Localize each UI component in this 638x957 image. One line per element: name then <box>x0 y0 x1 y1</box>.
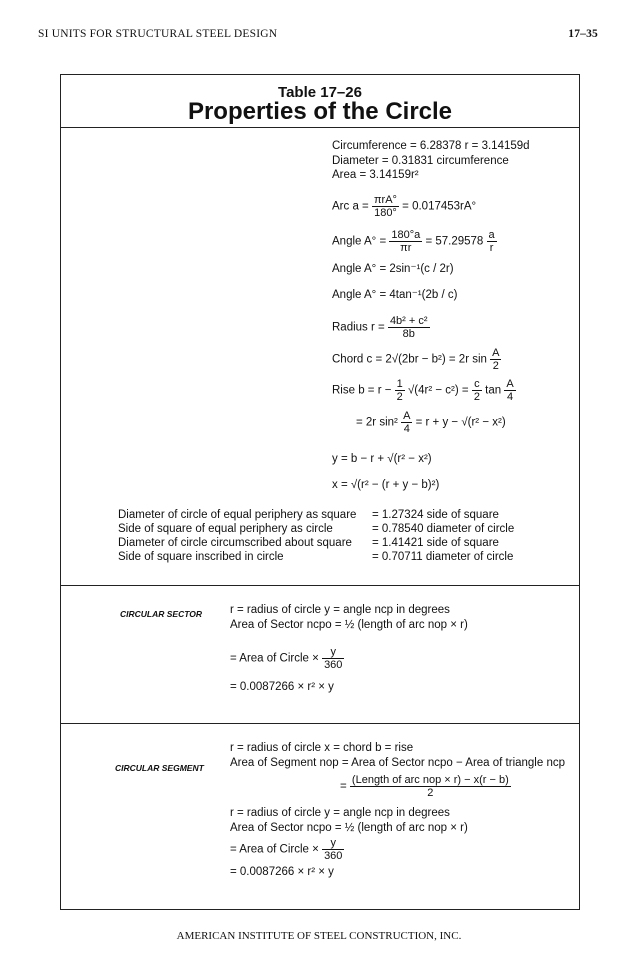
arc-num: πrA° <box>373 194 397 206</box>
angle1-mid: = 57.29578 <box>425 235 484 248</box>
formula-x: x = √(r² − (r + y − b)²) <box>332 479 440 491</box>
table-number: Table 17–26 <box>278 84 362 101</box>
formula-chord <box>332 347 501 372</box>
rise-d2: 2 <box>473 391 480 403</box>
section-divider-1 <box>60 585 580 586</box>
segment-label-s: s <box>151 848 155 855</box>
sector-label-c: c <box>140 667 144 674</box>
sector-line-3-lhs: = Area of Circle × <box>230 652 319 665</box>
chord-den: 2 <box>492 360 499 372</box>
rise-d3: 4 <box>506 391 514 403</box>
radius-num: 4b² + c² <box>389 315 428 327</box>
label-d: d <box>170 330 174 337</box>
formula-angle-2: Angle A° = 2sin⁻¹(c / 2r) <box>332 263 454 275</box>
formula-rise <box>332 378 516 403</box>
sector-label: CIRCULAR SECTOR <box>120 609 203 619</box>
segment-line-5: Area of Sector ncpo = ½ (length of arc nop × r) <box>230 822 468 834</box>
section-divider-2 <box>60 723 580 724</box>
formula-radius <box>332 315 430 340</box>
label-y: y <box>205 265 209 272</box>
equiv-label-3: Diameter of circle circumscribed about square <box>118 537 352 549</box>
arc-lhs: Arc a = <box>332 200 369 213</box>
label-c: c <box>194 281 198 288</box>
angle1-d2: r <box>489 242 494 254</box>
sector-label-n: n <box>123 637 127 644</box>
sector-line-1: r = radius of circle y = angle ncp in degrees <box>230 604 450 616</box>
formula-arc <box>332 194 476 219</box>
formula-angle-1 <box>332 229 497 254</box>
segment-label-b: b <box>176 795 180 802</box>
segment-line-4: r = radius of circle y = angle ncp in degrees <box>230 807 450 819</box>
sector-label-p: p <box>185 638 189 645</box>
radius-den: 8b <box>402 328 415 340</box>
angle1-n2: a <box>488 229 495 241</box>
running-header: SI UNITS FOR STRUCTURAL STEEL DESIGN <box>38 28 278 40</box>
segment-line-3-den: 2 <box>427 787 434 799</box>
segment-line-6-lhs: = Area of Circle × <box>230 843 319 856</box>
formula-diameter: Diameter = 0.31831 circumference <box>332 155 509 167</box>
equiv-label-4: Side of square inscribed in circle <box>118 551 284 563</box>
rise-lhs: Rise b = r − <box>332 384 392 397</box>
equiv-value-4: = 0.70711 diameter of circle <box>372 551 514 563</box>
segment-label-c: c <box>150 811 154 818</box>
rise2-rhs: = r + y − √(r² − x²) <box>415 416 506 429</box>
segment-line-7: = 0.0087266 × r² × y <box>230 866 334 878</box>
rise2-lhs: = 2r sin² <box>356 416 398 429</box>
rise2-num: A <box>403 410 411 422</box>
sector-line-4: = 0.0087266 × r² × y <box>230 681 334 693</box>
sector-line-3 <box>230 646 344 671</box>
rise-d1: 2 <box>396 391 403 403</box>
chord-num: A <box>492 347 500 359</box>
formula-angle-3: Angle A° = 4tan⁻¹(2b / c) <box>332 289 458 301</box>
title-divider <box>60 127 580 128</box>
equiv-value-2: = 0.78540 diameter of circle <box>372 523 515 535</box>
label-x: x <box>205 215 209 222</box>
formula-area: Area = 3.14159r² <box>332 169 419 181</box>
angle1-num: 180°a <box>391 229 421 241</box>
segment-line-2: Area of Segment nop = Area of Sector ncpo − Area of triangle ncp <box>230 757 565 769</box>
rise-n1: 1 <box>396 378 403 390</box>
segment-label-p: p <box>194 805 198 812</box>
label-b: b <box>145 265 149 272</box>
rise2-den: 4 <box>403 423 410 435</box>
segment-label-o: o <box>153 788 157 795</box>
label-r: r <box>234 313 237 320</box>
sector-label-o: o <box>153 622 157 629</box>
segment-label: CIRCULAR SEGMENT <box>115 763 204 773</box>
equiv-label-2: Side of square of equal periphery as circle <box>118 523 333 535</box>
radius-lhs: Radius r = <box>332 321 385 334</box>
arc-rhs: = 0.017453rA° <box>402 200 477 213</box>
page-number: 17–35 <box>568 28 598 40</box>
table-title: Properties of the Circle <box>187 98 453 125</box>
sector-label-r: r <box>173 657 176 664</box>
equiv-value-1: = 1.27324 side of square <box>372 509 499 521</box>
label-A: A <box>206 297 211 304</box>
chord-lhs: Chord c = 2√(2br − b²) = 2r sin <box>332 353 487 366</box>
rise-tan: tan <box>485 384 502 397</box>
formula-y: y = b − r + √(r² − x²) <box>332 453 432 465</box>
rise-n3: A <box>506 378 514 390</box>
formula-circumference: Circumference = 6.28378 r = 3.14159d <box>332 140 530 152</box>
angle1-den: πr <box>400 242 412 254</box>
footer: AMERICAN INSTITUTE OF STEEL CONSTRUCTION, INC. <box>176 930 462 942</box>
segment-label-n: n <box>112 805 116 812</box>
segment-line-6 <box>230 837 344 862</box>
segment-line-1: r = radius of circle x = chord b = rise <box>230 742 414 754</box>
equiv-value-3: = 1.41421 side of square <box>372 537 499 549</box>
segment-line-6-num: y <box>322 837 344 850</box>
sector-line-3-num: y <box>322 646 344 659</box>
sector-line-3-den: 360 <box>324 659 343 671</box>
sector-line-2: Area of Sector ncpo = ½ (length of arc nop × r) <box>230 619 468 631</box>
angle1-lhs: Angle A° = <box>332 235 387 248</box>
segment-line-6-den: 360 <box>324 850 343 862</box>
arc-den: 180° <box>374 207 397 219</box>
formula-rise-2 <box>356 410 506 435</box>
equiv-label-1: Diameter of circle of equal periphery as square <box>118 509 357 521</box>
segment-line-3: = $\frac{\text{(Length of arc nop × r) − x(r − b)}}{2}$ <box>340 774 509 799</box>
segment-line-3-num: (Length of arc nop × r) − x(r − b) <box>351 774 509 786</box>
rise-n2: c <box>472 378 482 391</box>
segment-label-x: x <box>164 821 168 828</box>
rise-mid: √(4r² − c²) = <box>407 384 469 397</box>
sector-label-y: y <box>155 645 159 652</box>
